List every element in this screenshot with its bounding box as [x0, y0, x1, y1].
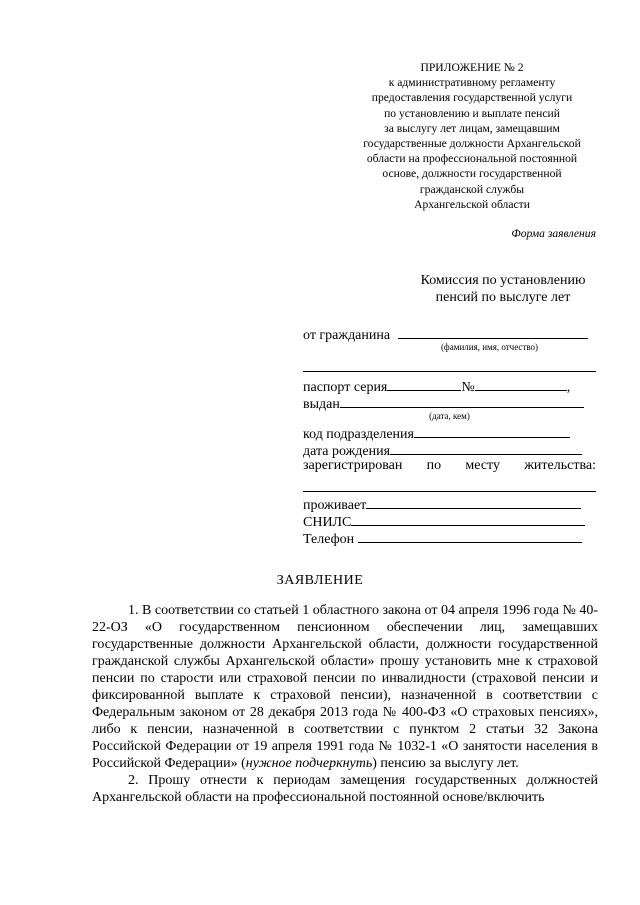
- division-code-field[interactable]: [414, 423, 570, 438]
- name-hint: (фамилия, имя, отчество): [440, 342, 539, 352]
- statement-body: [92, 602, 598, 806]
- form-note: Форма заявления: [511, 227, 596, 240]
- addressee-line-1: Комиссия по установлению: [420, 273, 586, 288]
- issued-row: [303, 393, 596, 410]
- registered-word: жительства:: [524, 458, 596, 473]
- registered-word: зарегистрирован: [303, 458, 403, 473]
- citizen-name-field[interactable]: [398, 324, 588, 339]
- passport-number-field[interactable]: [475, 376, 567, 391]
- citizen-name-field-continued[interactable]: [303, 354, 596, 372]
- addressee-line-2: пенсий по выслуге лет: [435, 290, 571, 305]
- paragraph-1-text: 1. В соответствии со статьей 1 областного закона от 04 апреля 1996 года № 40-22-ОЗ «О государственном пенсионном обеспечении лиц, замещавших государственные должности Архангельской области, должности государственной гражданской службы Архангельской области» прошу установить мне к страховой пенсии по старости или страховой пенсии по инвалидности (страховой пенсии и фиксированной выплате к страховой пенсии), назначенной в соответствии с Федеральным законом от 28 декабря 2013 года № 400-ФЗ «О страховых пенсиях», либо к пенсии, назначенной в соответствии с пунктом 2 статьи 32 Закона Российской Федерации от 19 апреля 1991 года № 1032-1 «О занятости населения в Российской Федерации» (: [92, 603, 598, 771]
- resides-row: [303, 494, 596, 511]
- division-code-row: [303, 423, 596, 440]
- appendix-line: по установлению и выплате пенсий: [384, 106, 560, 120]
- from-citizen-label: от гражданина: [303, 328, 391, 343]
- appendix-line: основе, должности государственной: [382, 167, 562, 181]
- statement-title: ЗАЯВЛЕНИЕ: [276, 573, 364, 588]
- appendix-line: Архангельской области: [414, 197, 530, 211]
- phone-label: Телефон: [303, 532, 355, 547]
- registered-address-field[interactable]: [303, 474, 596, 492]
- birth-date-row: [303, 440, 596, 457]
- comma: ,: [566, 380, 571, 395]
- paragraph-1-end: ) пенсию за выслугу лет.: [372, 756, 519, 771]
- issued-label: выдан: [303, 397, 340, 412]
- paragraph-2: 2. Прошу отнести к периодам замещения государственных должностей Архангельской области на профессиональной постоянной основе/включить: [92, 773, 598, 805]
- appendix-line: государственные должности Архангельской: [363, 137, 581, 151]
- underline-note: нужное подчеркнуть: [245, 756, 373, 771]
- appendix-line: гражданской службы: [419, 182, 525, 196]
- birth-date-field[interactable]: [390, 440, 582, 455]
- appendix-header: [340, 60, 604, 212]
- registered-word: по: [426, 458, 442, 473]
- appendix-line: предоставления государственной услуги: [371, 91, 573, 105]
- from-citizen-row: [303, 324, 596, 341]
- resides-field[interactable]: [366, 494, 581, 509]
- birth-date-label: дата рождения: [303, 444, 391, 459]
- appendix-line: к административному регламенту: [388, 76, 556, 90]
- addressee: [398, 272, 608, 306]
- number-sign: №: [461, 380, 475, 395]
- appendix-line: области на профессиональной постоянной: [366, 152, 578, 166]
- paragraph-1: [92, 602, 598, 772]
- division-code-label: код подразделения: [303, 427, 414, 442]
- snils-field[interactable]: [351, 511, 585, 526]
- snils-row: [303, 511, 596, 528]
- registered-word: месту: [465, 458, 500, 473]
- issued-field[interactable]: [340, 393, 584, 408]
- appendix-line: ПРИЛОЖЕНИЕ № 2: [420, 61, 524, 74]
- registered-row: [303, 457, 596, 474]
- passport-label: паспорт серия: [303, 380, 388, 395]
- appendix-line: за выслугу лет лицам, замещавшим: [384, 121, 560, 135]
- issued-hint: (дата, кем): [429, 411, 470, 421]
- phone-field[interactable]: [358, 528, 582, 543]
- passport-series-field[interactable]: [387, 376, 461, 391]
- resides-label: проживает: [303, 498, 367, 513]
- phone-row: [303, 528, 596, 545]
- snils-label: СНИЛС: [303, 515, 352, 530]
- passport-row: [303, 376, 596, 393]
- applicant-fields: [303, 324, 596, 545]
